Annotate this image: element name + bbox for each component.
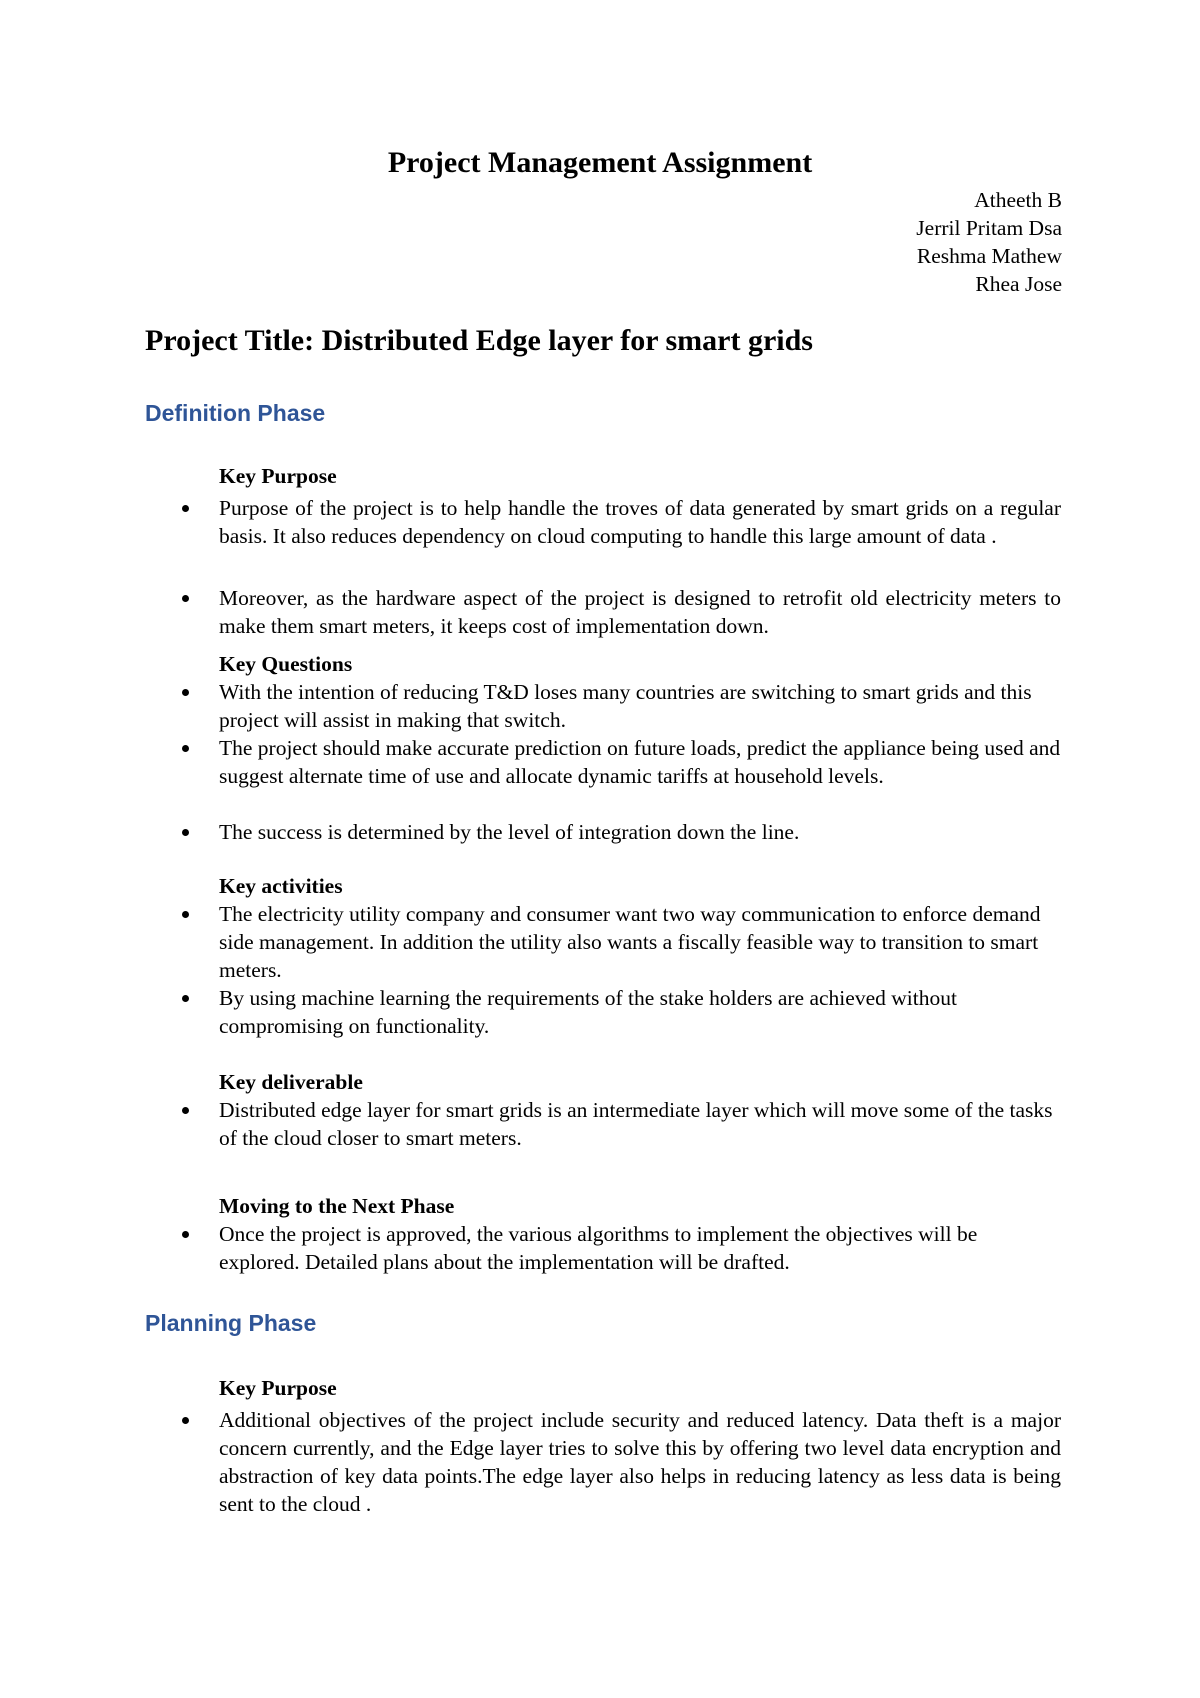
author-name: Rhea Jose: [975, 272, 1062, 296]
bullet-icon: [182, 911, 189, 918]
planning-phase-heading: Planning Phase: [145, 1310, 317, 1336]
definition-phase-heading: Definition Phase: [145, 400, 326, 426]
list-item: Distributed edge layer for smart grids is an intermediate layer which will move some of the tasks of the cloud closer to smart meters.: [219, 1096, 1061, 1152]
bullet-icon: [182, 689, 189, 696]
bullet-icon: [182, 995, 189, 1002]
project-title: Project Title: Distributed Edge layer for smart grids: [145, 324, 813, 357]
bullet-icon: [182, 1107, 189, 1114]
author-name: Reshma Mathew: [916, 244, 1062, 268]
bullet-icon: [182, 595, 189, 602]
document-title: Project Management Assignment: [387, 146, 813, 179]
key-activities-heading: Key activities: [219, 874, 343, 898]
list-item: By using machine learning the requirements of the stake holders are achieved without compromising on functionality.: [219, 984, 1061, 1040]
list-item: The success is determined by the level of integration down the line.: [219, 818, 1061, 846]
list-item: With the intention of reducing T&D loses many countries are switching to smart grids and this project will assist in making that switch.: [219, 678, 1061, 734]
list-item: Purpose of the project is to help handle the troves of data generated by smart grids on a regular basis. It also reduces dependency on cloud computing to handle this large amount of data .: [219, 494, 1061, 550]
key-deliverable-heading: Key deliverable: [219, 1070, 363, 1094]
next-phase-heading: Moving to the Next Phase: [219, 1194, 455, 1218]
author-list: [916, 186, 1062, 298]
list-item: The project should make accurate prediction on future loads, predict the appliance being used and suggest alternate time of use and allocate dynamic tariffs at household levels.: [219, 734, 1061, 790]
list-item: Additional objectives of the project include security and reduced latency. Data theft is a major concern currently, and the Edge layer tries to solve this by offering two level data encryption and abstraction of key data points.The edge layer also helps in reducing latency as less data is being sent to the cloud .: [219, 1406, 1061, 1518]
list-item: Once the project is approved, the various algorithms to implement the objectives will be explored. Detailed plans about the implementation will be drafted.: [219, 1220, 1061, 1276]
key-questions-heading: Key Questions: [219, 652, 353, 676]
key-purpose-heading: Key Purpose: [219, 464, 337, 488]
key-purpose-heading: Key Purpose: [219, 1376, 337, 1400]
author-name: Atheeth B: [974, 188, 1062, 212]
list-item: Moreover, as the hardware aspect of the project is designed to retrofit old electricity meters to make them smart meters, it keeps cost of implementation down.: [219, 584, 1061, 640]
bullet-icon: [182, 829, 189, 836]
bullet-icon: [182, 1417, 189, 1424]
bullet-icon: [182, 505, 189, 512]
author-name: Jerril Pritam Dsa: [916, 216, 1062, 240]
bullet-icon: [182, 745, 189, 752]
list-item: The electricity utility company and consumer want two way communication to enforce demand side management. In addition the utility also wants a fiscally feasible way to transition to smart meters.: [219, 900, 1061, 984]
bullet-icon: [182, 1231, 189, 1238]
